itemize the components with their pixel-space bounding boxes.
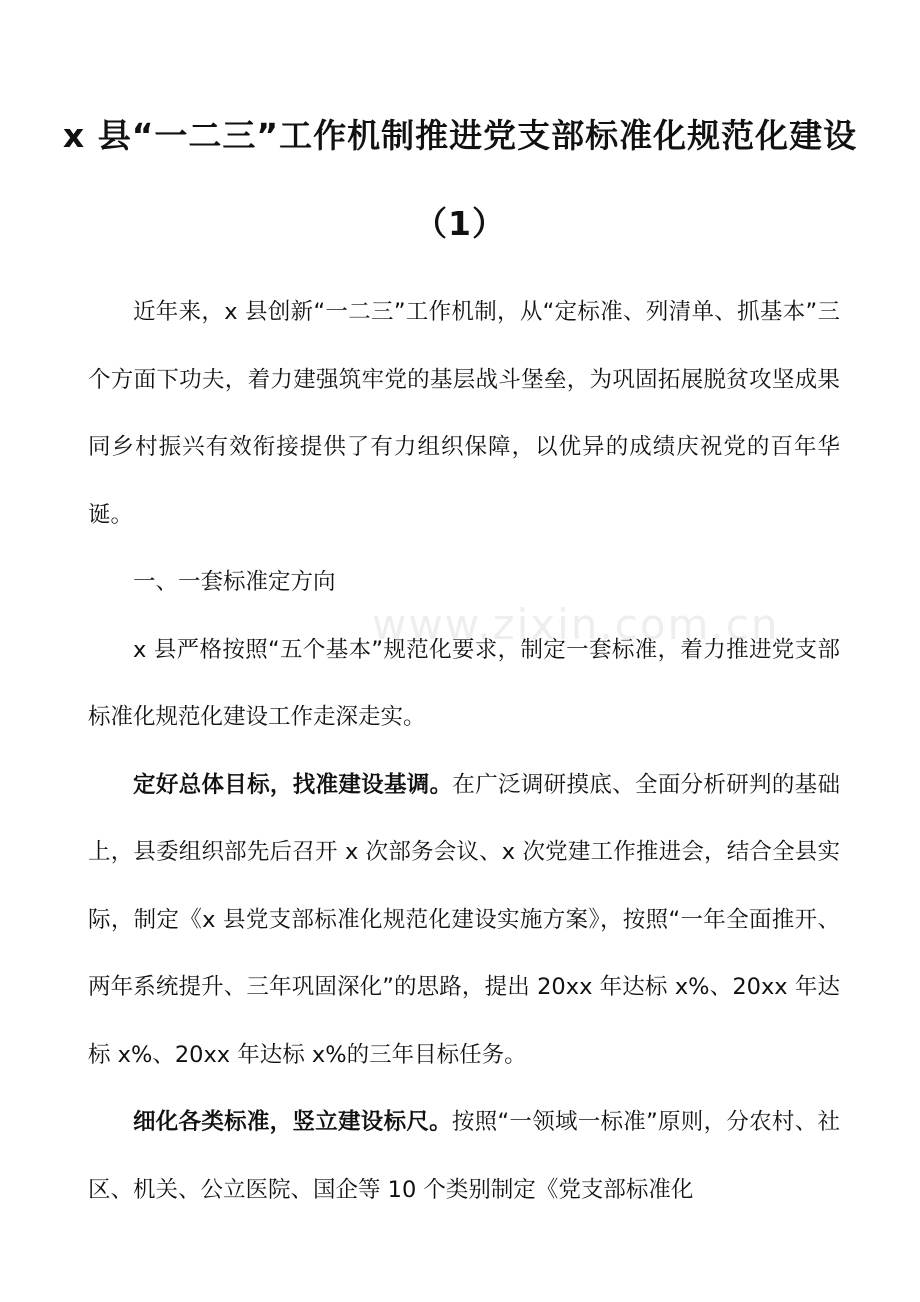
- paragraph-goal-text: 在广泛调研摸底、全面分析研判的基础上，县委组织部先后召开 x 次部务会议、x 次党建工作推进会，结合全县实际，制定《x 县党支部标准化规范化建设实施方案》，按照“一年全面推开、两年系统提升、三年巩固深化”的思路，提出 20xx 年达标 x%、20xx 年达标 x%、20xx 年达标 x%的三年目标任务。: [88, 771, 840, 1068]
- paragraph-section-1-text: x 县严格按照“五个基本”规范化要求，制定一套标准，着力推进党支部标准化规范化建设工作走深走实。: [88, 636, 840, 730]
- document-title: x 县“一二三”工作机制推进党支部标准化规范化建设（1）: [62, 116, 858, 243]
- section-heading-1: [88, 549, 840, 617]
- document-body: [88, 279, 840, 1224]
- paragraph-intro-text: 近年来，x 县创新“一二三”工作机制，从“定标准、列清单、抓基本”三个方面下功夫，着力建强筑牢党的基层战斗堡垒，为巩固拓展脱贫攻坚成果同乡村振兴有效衔接提供了有力组织保障，以优异的成绩庆祝党的百年华诞。: [88, 299, 840, 528]
- paragraph-section-1: [88, 617, 840, 752]
- watermark: www.zixin.com.cn: [372, 600, 780, 649]
- section-heading-1-text: 一、一套标准定方向: [133, 569, 336, 595]
- paragraph-intro: [88, 279, 840, 549]
- paragraph-standards: [88, 1089, 840, 1224]
- paragraph-goal-lead: 定好总体目标，找准建设基调。: [133, 771, 453, 798]
- paragraph-standards-lead: 细化各类标准，竖立建设标尺。: [133, 1109, 452, 1135]
- paragraph-standards-text: 按照“一领域一标准”原则，分农村、社区、机关、公立医院、国企等 10 个类别制定《党支部标准化: [88, 1109, 840, 1203]
- paragraph-goal: [88, 752, 840, 1090]
